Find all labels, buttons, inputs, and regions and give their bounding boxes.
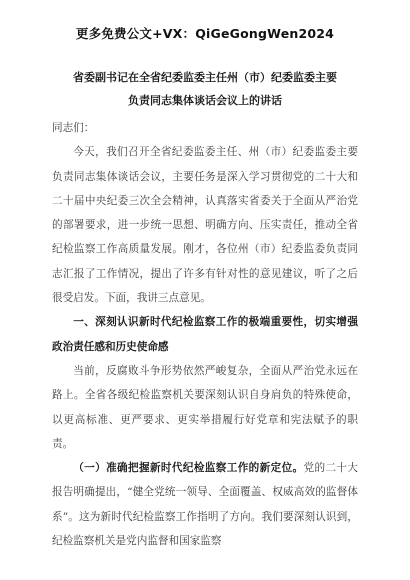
salutation: 同志们：: [52, 122, 95, 134]
subsection-1-paragraph: [52, 456, 358, 553]
intro-paragraph: 今天，我们召开全省纪委监委主任、州（市）纪委监委主要负责同志集体谈话会议，主要任务是深入学习贯彻党的二十大和二十届中央纪委三次全会精神，认真落实省委关于全面从严治党的部署要求，进一步统一思想、明确方向、压实责任，推动全省纪检监察工作高质量发展。刚才，各位州（市）纪委监委负责同志汇报了工作情况，提出了许多有针对性的意见建议，听了之后很受启发。下面，我讲三点意见。: [52, 146, 358, 305]
section-heading-1: 一、深刻认识新时代纪检监察工作的极端重要性，切实增强政治责任感和历史使命感: [52, 316, 358, 353]
section-1-paragraph: 当前，反腐败斗争形势依然严峻复杂，全面从严治党永远在路上。全省各级纪检监察机关要深刻认识自身肩负的特殊使命，以更高标准、更严要求、更实举措履行好党章和宪法赋予的职责。: [52, 364, 358, 450]
watermark-header: 更多免费公文+VX：QiGeGongWen2024: [75, 26, 335, 41]
subsection-heading-1: （一）准确把握新时代纪检监察工作的新定位。: [73, 462, 304, 475]
document-title: 省委副书记在全省纪委监委主任州（市）纪委监委主要负责同志集体谈话会议上的讲话: [73, 71, 337, 107]
subsection-1-text: 党的二十大报告明确提出，“健全党统一领导、全面覆盖、权威高效的监督体系”。这为新时代纪检监察工作指明了方向。我们要深刻认识到，纪检监察机关是党内监督和国家监察: [52, 462, 358, 548]
document-body: [52, 116, 358, 553]
